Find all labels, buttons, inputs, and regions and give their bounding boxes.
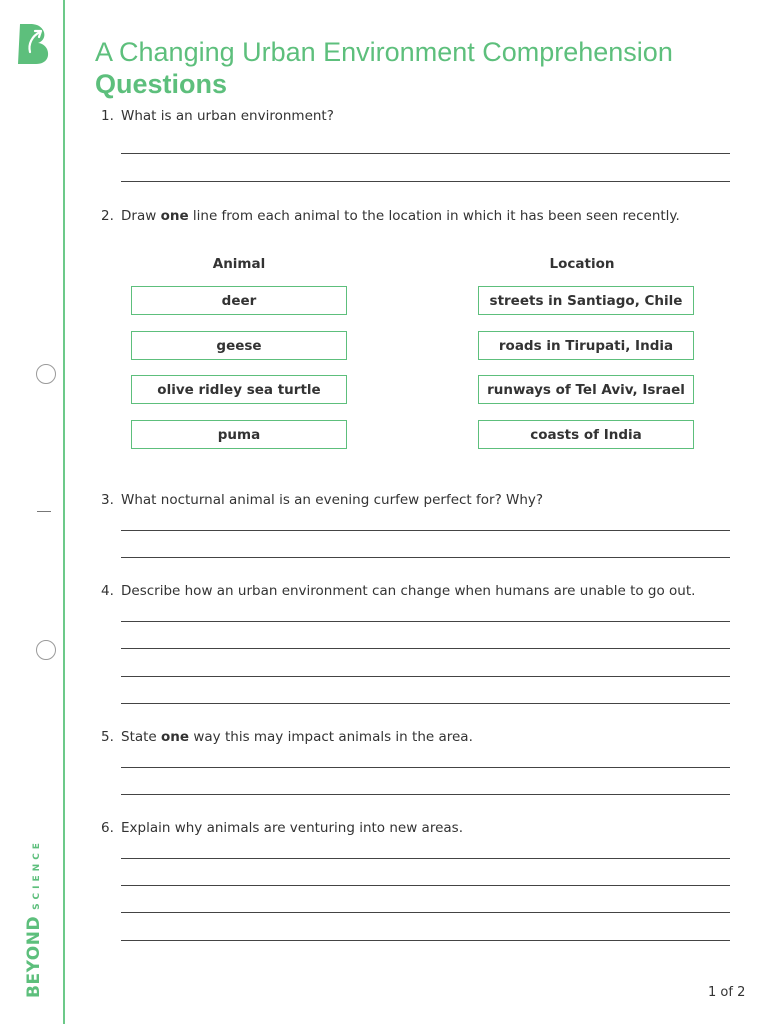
animal-box-puma[interactable]: puma (131, 420, 347, 449)
answer-line[interactable] (121, 648, 730, 649)
fold-mark (37, 511, 51, 512)
page-title (95, 36, 673, 100)
answer-line[interactable] (121, 153, 730, 154)
answer-line[interactable] (121, 794, 730, 795)
question-number: 6. (101, 820, 114, 836)
question-number: 4. (101, 583, 114, 599)
title-line-1: A Changing Urban Environment Comprehension (95, 37, 673, 67)
location-box-india-coasts[interactable]: coasts of India (478, 420, 694, 449)
animal-box-deer[interactable]: deer (131, 286, 347, 315)
answer-line[interactable] (121, 530, 730, 531)
animal-box-geese[interactable]: geese (131, 331, 347, 360)
answer-line[interactable] (121, 703, 730, 704)
punch-hole (36, 640, 56, 660)
question-1 (101, 108, 334, 124)
title-line-2: Questions (95, 69, 228, 99)
punch-hole (36, 364, 56, 384)
answer-line[interactable] (121, 940, 730, 941)
answer-line[interactable] (121, 181, 730, 182)
answer-line[interactable] (121, 621, 730, 622)
question-5 (101, 729, 473, 745)
answer-line[interactable] (121, 912, 730, 913)
question-4 (101, 583, 695, 599)
question-text: way this may impact animals in the area. (189, 729, 473, 745)
question-number: 3. (101, 492, 114, 508)
question-text: What nocturnal animal is an evening curfew perfect for? Why? (121, 492, 544, 508)
brand-sub: SCIENCE (32, 839, 42, 910)
beyond-logo-icon (14, 22, 52, 66)
question-text: Explain why animals are venturing into new areas. (121, 820, 463, 836)
question-number: 1. (101, 108, 114, 124)
question-text: Describe how an urban environment can change when humans are unable to go out. (121, 583, 696, 599)
margin-line (63, 0, 65, 1024)
question-text: What is an urban environment? (121, 108, 334, 124)
location-box-tel-aviv[interactable]: runways of Tel Aviv, Israel (478, 375, 694, 404)
answer-line[interactable] (121, 557, 730, 558)
page-number: 1 of 2 (708, 985, 746, 1000)
animal-box-turtle[interactable]: olive ridley sea turtle (131, 375, 347, 404)
location-box-tirupati[interactable]: roads in Tirupati, India (478, 331, 694, 360)
question-text: Draw (121, 208, 161, 224)
animal-column-header: Animal (212, 256, 266, 272)
answer-line[interactable] (121, 767, 730, 768)
location-box-santiago[interactable]: streets in Santiago, Chile (478, 286, 694, 315)
question-6 (101, 820, 463, 836)
brand-vertical-text (24, 839, 44, 998)
question-2 (101, 208, 680, 224)
question-number: 5. (101, 729, 114, 745)
question-emphasis: one (161, 729, 190, 745)
question-number: 2. (101, 208, 114, 224)
location-column-header: Location (549, 256, 615, 272)
answer-line[interactable] (121, 858, 730, 859)
brand-main: BEYOND (24, 915, 44, 998)
question-text: line from each animal to the location in which it has been seen recently. (188, 208, 680, 224)
question-text: State (121, 729, 162, 745)
answer-line[interactable] (121, 676, 730, 677)
answer-line[interactable] (121, 885, 730, 886)
question-3 (101, 492, 543, 508)
question-emphasis: one (160, 208, 189, 224)
